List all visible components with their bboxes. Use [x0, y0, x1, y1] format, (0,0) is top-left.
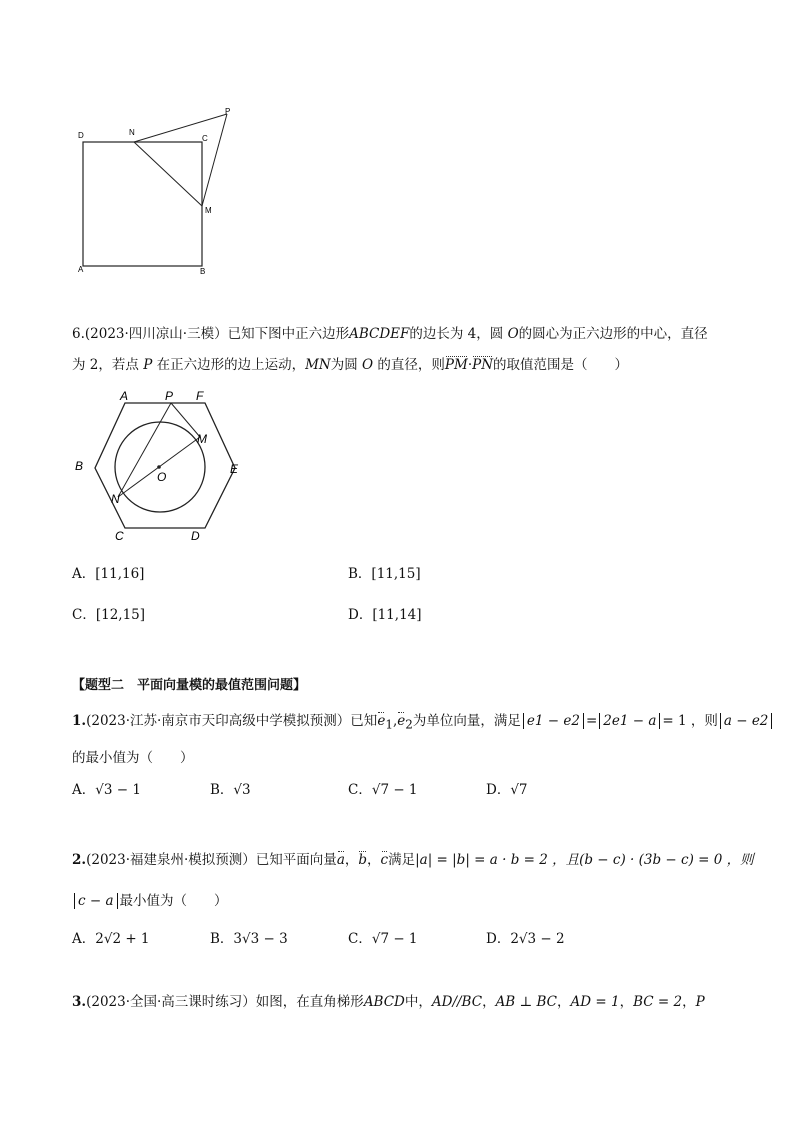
square-figure: [70, 100, 240, 280]
label-n: N: [111, 492, 120, 506]
label-b: B: [75, 459, 84, 473]
q6-line1: 6.(2023·四川凉山·三模）已知下图中正六边形ABCDEF的边长为 4，圆 O的圆心为正六边形的中心，直径: [72, 326, 708, 342]
hexagon-figure: [70, 385, 250, 545]
q2-line1: 2.(2023·福建泉州·模拟预测）已知平面向量a，b，c满足|a| = |b| = a · b = 2 ，且(b − c) · (3b − c) = 0 ，则: [72, 852, 754, 868]
center-o: [157, 465, 161, 469]
section-title: 【题型二 平面向量模的最值范围问题】: [72, 678, 307, 693]
label-c: C: [115, 529, 124, 543]
segment-nm: [134, 142, 202, 206]
label-o: O: [157, 470, 167, 484]
segment-pm: [202, 114, 227, 206]
q2-option-d[interactable]: D．2√3 − 2: [486, 931, 565, 947]
q1-option-b[interactable]: B．√3: [210, 782, 251, 798]
q6-option-a[interactable]: A．[11,16]: [72, 566, 145, 582]
label-c: C: [202, 134, 208, 143]
label-e: E: [230, 462, 239, 476]
label-n: N: [129, 128, 135, 137]
label-f: F: [196, 389, 204, 403]
q6-option-c[interactable]: C．[12,15]: [72, 607, 146, 623]
q2-option-c[interactable]: C．√7 − 1: [348, 931, 418, 947]
q1-line1: 1.(2023·江苏·南京市天印高级中学模拟预测）已知$e_1,e_2$为单位向量，满足 e1 − e2 = 2e1 − a = 1 ，则 a − e2: [72, 712, 774, 734]
label-a: A: [120, 389, 129, 403]
label-p: P: [165, 389, 174, 403]
segment-pm: [171, 403, 200, 437]
q1-option-c[interactable]: C．√7 − 1: [348, 782, 418, 798]
label-b: B: [200, 267, 206, 276]
q2-line2: c − a 最小值为（ ）: [72, 892, 228, 910]
label-m: M: [197, 432, 207, 446]
q6-line2: 为 2，若点 P 在正六边形的边上运动，MN为圆 O 的直径，则PM·PN的取值范围是（ ）: [72, 357, 629, 373]
q6-option-d[interactable]: D．[11,14]: [348, 607, 422, 623]
label-d: D: [191, 529, 200, 543]
q2-option-a[interactable]: A．2√2 + 1: [72, 931, 150, 947]
q1-line2: 的最小值为（ ）: [72, 750, 194, 766]
label-d: D: [78, 131, 84, 140]
label-m: M: [205, 206, 212, 215]
q6-option-b[interactable]: B．[11,15]: [348, 566, 421, 582]
q1-option-a[interactable]: A．√3 − 1: [72, 782, 141, 798]
q3-line1: 3.(2023·全国·高三课时练习）如图，在直角梯形ABCD中，AD//BC，AB ⊥ BC，AD = 1，BC = 2，P: [72, 994, 705, 1010]
q2-option-b[interactable]: B．3√3 − 3: [210, 931, 288, 947]
square-abcd: [83, 142, 202, 266]
q1-option-d[interactable]: D．√7: [486, 782, 528, 798]
label-a: A: [78, 265, 84, 274]
segment-np: [134, 114, 227, 142]
label-p: P: [225, 107, 231, 116]
